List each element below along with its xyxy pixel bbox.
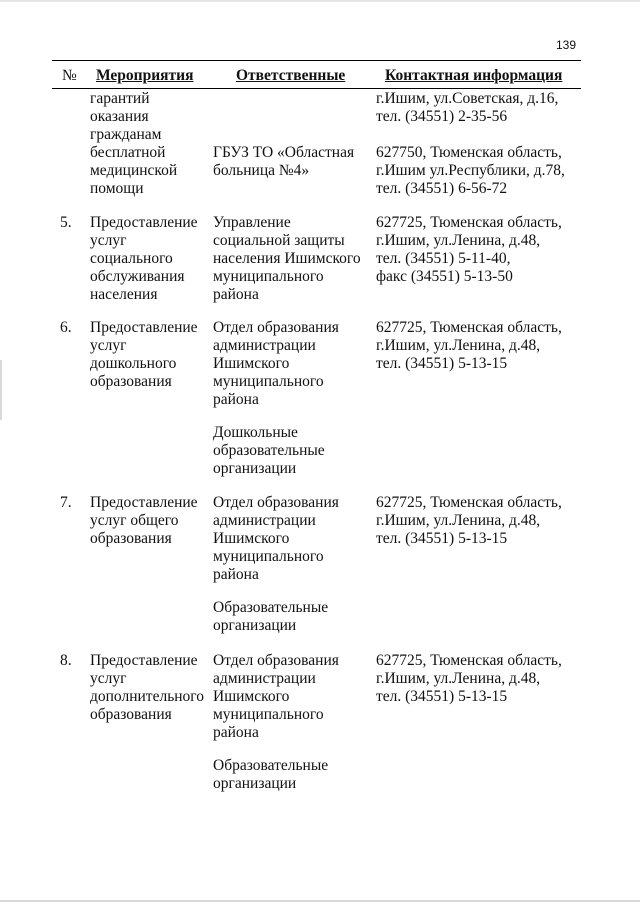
text-line: медицинской bbox=[90, 162, 178, 179]
text-line: образования bbox=[90, 530, 172, 547]
text-line: социальной защиты bbox=[213, 232, 345, 249]
text-line: г.Ишим, ул.Советская, д.16, bbox=[376, 90, 559, 107]
text-line: тел. (34551) 5-13-15 bbox=[376, 355, 508, 372]
text-line: 627750, Тюменская область, bbox=[376, 144, 562, 161]
text-line: организации bbox=[213, 617, 297, 634]
text-line: 627725, Тюменская область, bbox=[376, 319, 562, 336]
text-line: Отдел образования bbox=[213, 652, 339, 669]
text-line: района bbox=[213, 724, 259, 741]
text-line: факс (34551) 5-13-50 bbox=[376, 268, 513, 285]
text-line: Отдел образования bbox=[213, 494, 339, 511]
continuation-activity bbox=[90, 90, 177, 198]
text-line: Управление bbox=[213, 214, 291, 231]
header-contact-info: Контактная информация bbox=[385, 67, 563, 84]
text-line: района bbox=[213, 391, 259, 408]
row-number: 5. bbox=[60, 214, 72, 231]
text-line: администрации bbox=[213, 670, 316, 687]
text-line: тел. (34551) 2-35-56 bbox=[376, 108, 508, 125]
text-line: образовательные bbox=[213, 442, 325, 459]
text-line: образования bbox=[90, 706, 172, 723]
text-line: 627725, Тюменская область, bbox=[376, 494, 562, 511]
row-number: 7. bbox=[60, 494, 72, 511]
text-line: бесплатной bbox=[90, 144, 166, 161]
scan-top-edge bbox=[0, 0, 640, 2]
text-line: услуг bbox=[90, 232, 127, 249]
text-line: услуг общего bbox=[90, 512, 179, 529]
row-responsible bbox=[213, 214, 361, 304]
row-contact bbox=[376, 494, 562, 548]
text-line: администрации bbox=[213, 337, 316, 354]
text-line: г.Ишим, ул.Ленина, д.48, bbox=[376, 670, 541, 687]
text-line: района bbox=[213, 566, 259, 583]
row-responsible-extra bbox=[213, 757, 328, 793]
text-line: Предоставление bbox=[90, 214, 198, 231]
page-number: 139 bbox=[556, 38, 577, 52]
header-responsible: Ответственные bbox=[236, 67, 346, 84]
row-responsible-extra bbox=[213, 424, 325, 478]
text-line: образования bbox=[90, 373, 172, 390]
continuation-responsible bbox=[213, 144, 354, 180]
text-line: Образовательные bbox=[213, 599, 329, 616]
text-line: ГБУЗ ТО «Областная bbox=[213, 144, 355, 161]
row-responsible-extra bbox=[213, 599, 328, 635]
text-line: оказания bbox=[90, 108, 149, 125]
text-line: услуг bbox=[90, 670, 127, 687]
text-line: населения bbox=[90, 286, 158, 303]
row-contact bbox=[376, 214, 562, 286]
text-line: муниципального bbox=[213, 268, 324, 285]
text-line: администрации bbox=[213, 512, 316, 529]
text-line: Предоставление bbox=[90, 494, 198, 511]
text-line: г.Ишим, ул.Ленина, д.48, bbox=[376, 232, 541, 249]
text-line: муниципального bbox=[213, 706, 324, 723]
text-line: Ишимского bbox=[213, 688, 290, 705]
text-line: г.Ишим, ул.Ленина, д.48, bbox=[376, 337, 541, 354]
text-line: района bbox=[213, 286, 259, 303]
text-line: Ишимского bbox=[213, 530, 290, 547]
text-line: Предоставление bbox=[90, 319, 198, 336]
text-line: дошкольного bbox=[90, 355, 177, 372]
text-line: муниципального bbox=[213, 548, 324, 565]
text-line: Предоставление bbox=[90, 652, 198, 669]
text-line: г.Ишим ул.Республики, д.78, bbox=[376, 162, 565, 179]
text-line: Отдел образования bbox=[213, 319, 339, 336]
text-line: Образовательные bbox=[213, 757, 329, 774]
text-line: тел. (34551) 5-13-15 bbox=[376, 530, 508, 547]
text-line: 627725, Тюменская область, bbox=[376, 652, 562, 669]
row-number: 6. bbox=[60, 319, 72, 336]
continuation-contact bbox=[376, 144, 565, 198]
header-top-border bbox=[52, 60, 581, 61]
text-line: тел. (34551) 5-13-15 bbox=[376, 688, 508, 705]
row-contact bbox=[376, 319, 562, 373]
row-contact bbox=[376, 652, 562, 706]
text-line: г.Ишим, ул.Ленина, д.48, bbox=[376, 512, 541, 529]
text-line: Дошкольные bbox=[213, 424, 298, 441]
scan-bottom-edge bbox=[0, 900, 640, 902]
text-line: населения Ишимского bbox=[213, 250, 361, 267]
row-responsible bbox=[213, 652, 339, 742]
row-number: 8. bbox=[60, 652, 72, 669]
text-line: гражданам bbox=[90, 126, 162, 143]
row-activity bbox=[90, 494, 198, 548]
row-activity bbox=[90, 214, 198, 304]
text-line: Ишимского bbox=[213, 355, 290, 372]
text-line: тел. (34551) 6-56-72 bbox=[376, 180, 508, 197]
row-responsible bbox=[213, 494, 339, 584]
text-line: больница №4» bbox=[213, 162, 310, 179]
scan-left-edge bbox=[0, 360, 2, 420]
text-line: организации bbox=[213, 460, 297, 477]
header-bottom-border bbox=[52, 88, 581, 89]
text-line: помощи bbox=[90, 180, 144, 197]
text-line: дополнительного bbox=[90, 688, 205, 705]
text-line: социального bbox=[90, 250, 173, 267]
text-line: муниципального bbox=[213, 373, 324, 390]
header-number: № bbox=[62, 67, 77, 84]
text-line: гарантий bbox=[90, 90, 150, 107]
continuation-contact-top bbox=[376, 90, 558, 126]
text-line: обслуживания bbox=[90, 268, 185, 285]
text-line: 627725, Тюменская область, bbox=[376, 214, 562, 231]
text-line: услуг bbox=[90, 337, 127, 354]
row-responsible bbox=[213, 319, 339, 409]
row-activity bbox=[90, 652, 204, 724]
text-line: организации bbox=[213, 775, 297, 792]
header-activities: Мероприятия bbox=[96, 67, 194, 84]
row-activity bbox=[90, 319, 198, 391]
text-line: тел. (34551) 5-11-40, bbox=[376, 250, 511, 267]
